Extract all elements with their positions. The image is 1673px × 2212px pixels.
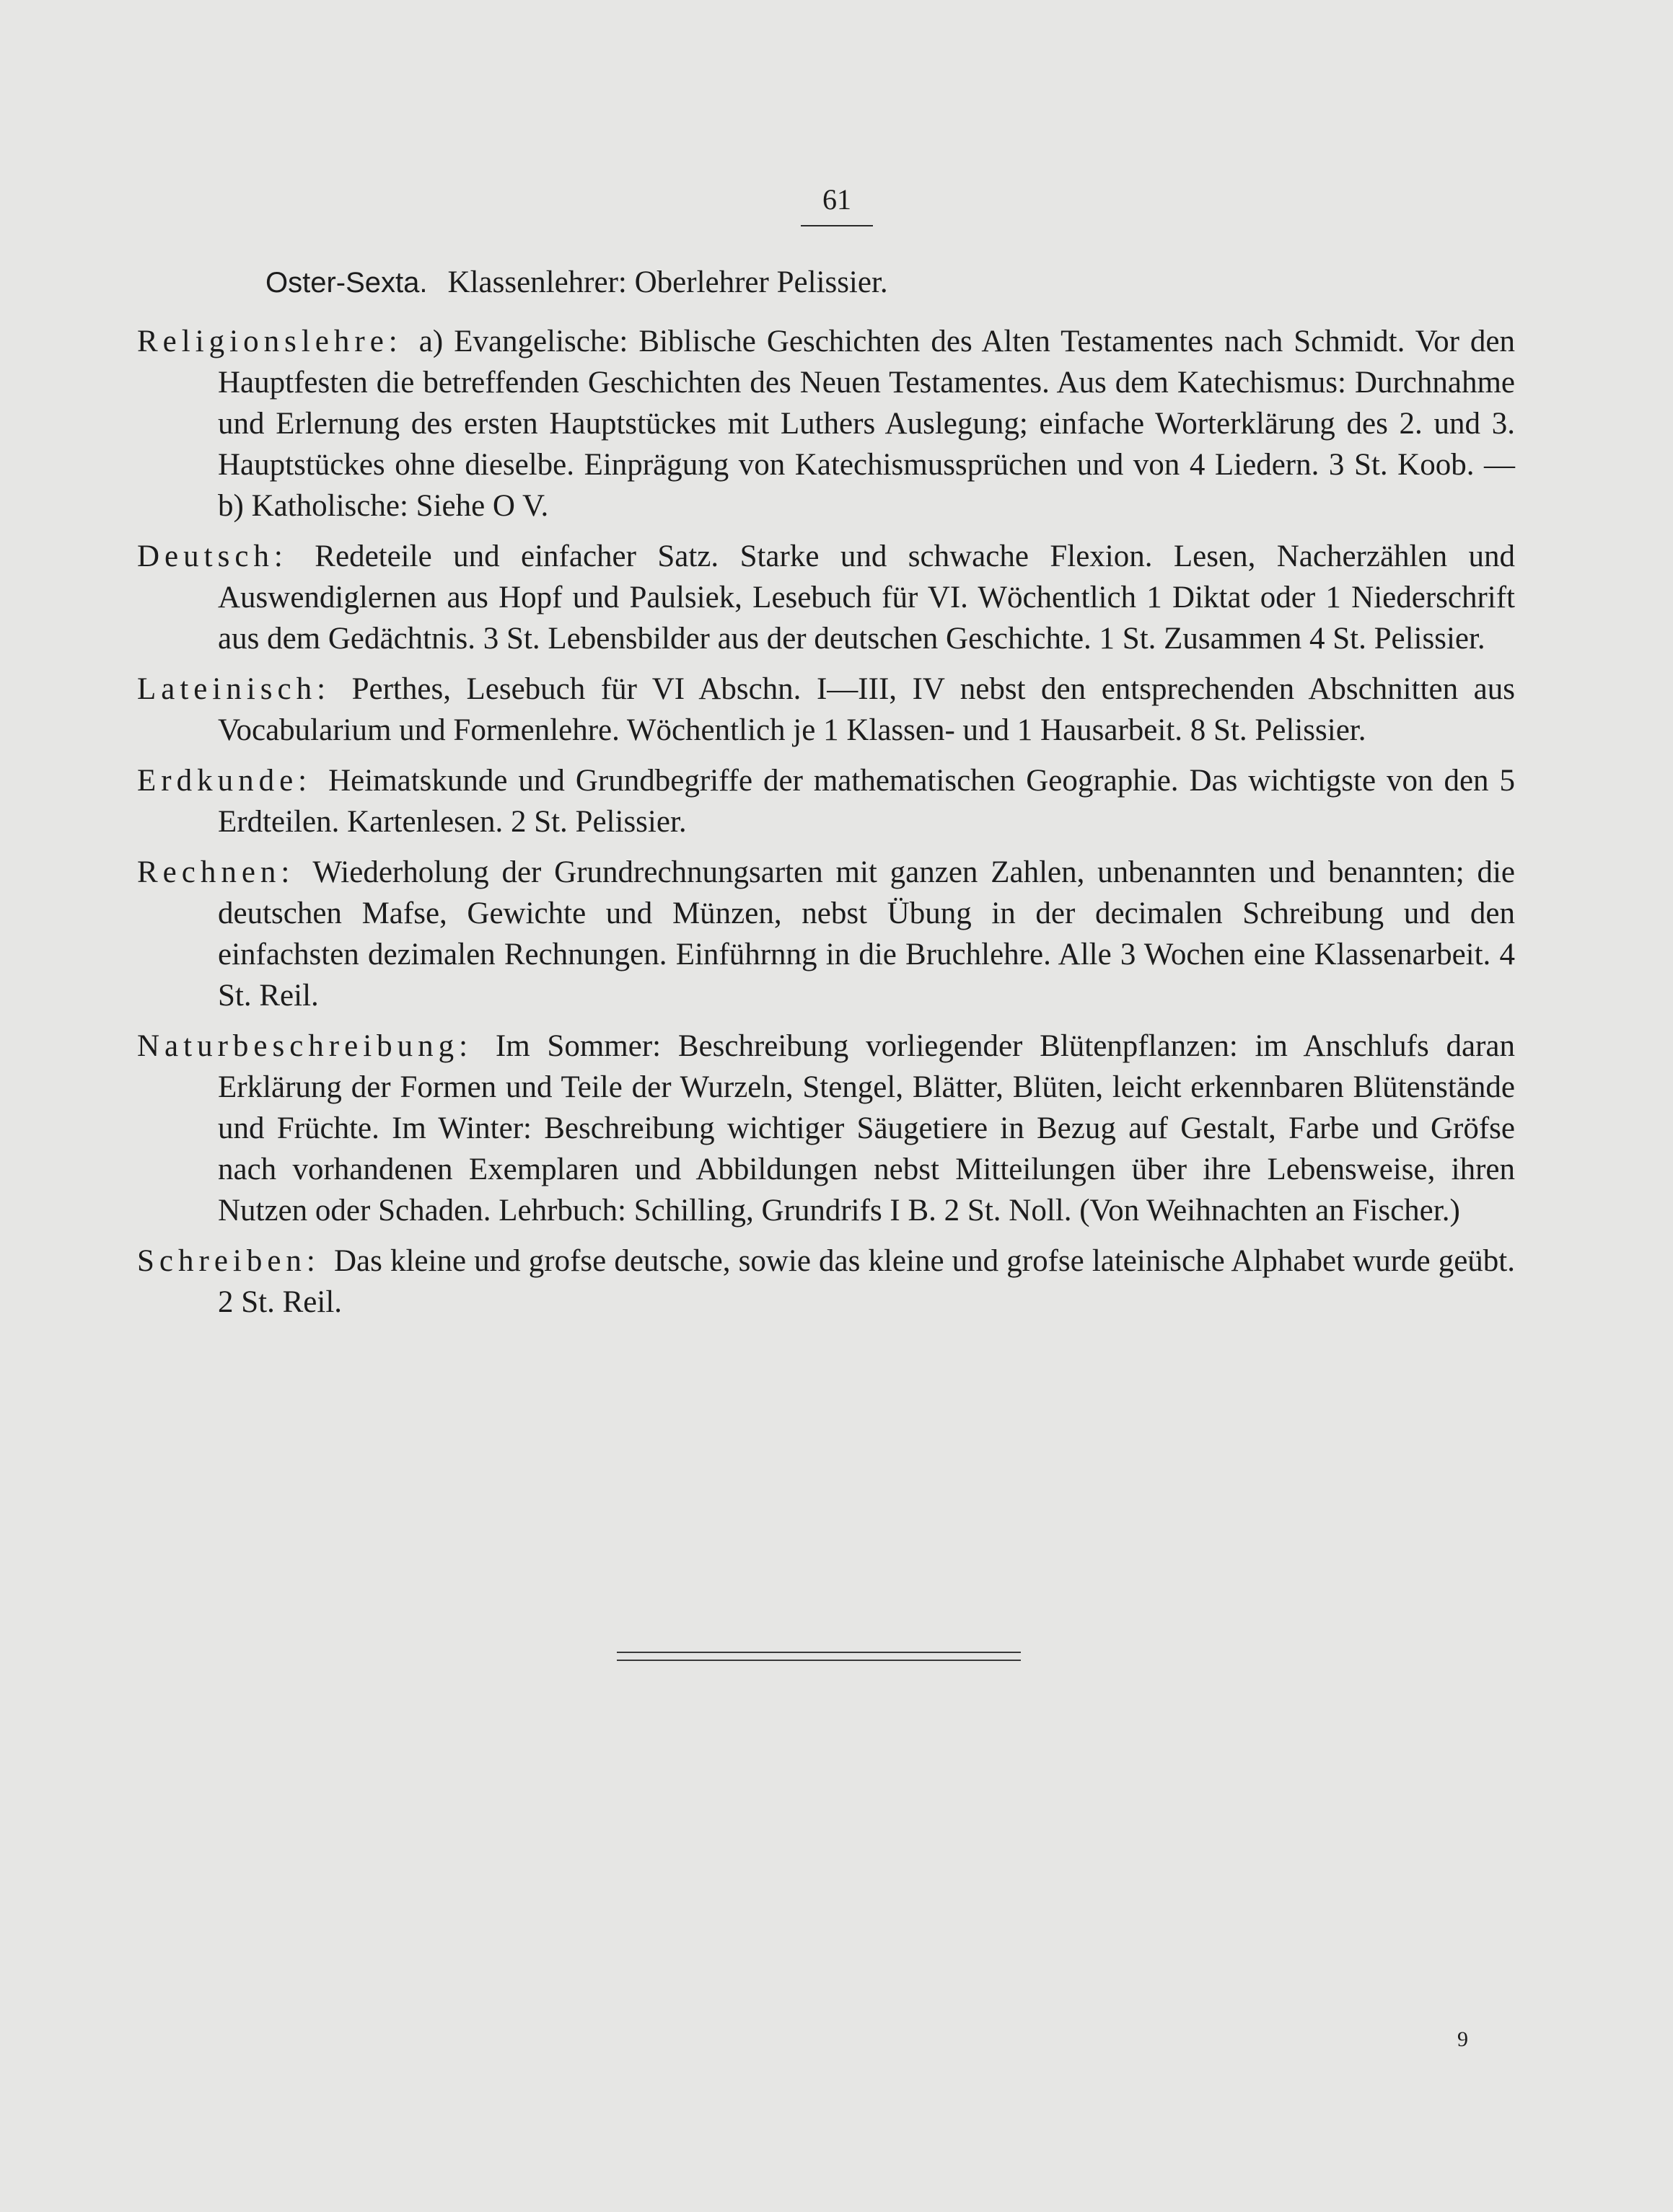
class-name: Oster-Sexta. — [265, 267, 428, 299]
subject-text: Das kleine und grofse deutsche, sowie das kleine und grofse lateinische Alphabet wurde geübt. 2 St. Reil. — [218, 1244, 1515, 1319]
subject-text: Redeteile und einfacher Satz. Starke und schwache Flexion. Lesen, Nacherzählen und Auswendiglernen aus Hopf und Paulsiek, Lesebuch für VI. Wöchentlich 1 Diktat oder 1 Niederschrift aus dem Gedächtnis. 3 St. Lebensbilder aus der deutschen Geschichte. 1 St. Zusammen 4 St. Pelissier. — [218, 539, 1516, 656]
subject-name: Rechnen: — [137, 855, 295, 889]
page-number: 61 — [822, 183, 851, 216]
subject-name: Schreiben: — [137, 1244, 320, 1278]
class-teacher: Klassenlehrer: Oberlehrer Pelissier. — [447, 265, 888, 299]
subject-name: Deutsch: — [137, 539, 288, 573]
subject-paragraph — [137, 760, 1515, 842]
subject-text: Wiederholung der Grundrechnungsarten mit ganzen Zahlen, unbenannten und benannten; die deutschen Mafse, Gewichte und Münzen, nebst Übung in der decimalen Schreibung und den einfachsten dezimalen Rechnungen. Einführnng in die Bruchlehre. Alle 3 Wochen eine Klassenarbeit. 4 St. Reil. — [218, 855, 1515, 1013]
signature-mark: 9 — [1457, 2027, 1468, 2051]
closing-double-rule — [617, 1652, 1021, 1661]
class-heading — [265, 261, 888, 304]
subject-text: Im Sommer: Beschreibung vorliegender Blütenpflanzen: im Anschlufs daran Erklärung der Formen und Teile der Wurzeln, Stengel, Blätter, Blüten, leicht erkennbaren Blütenstände und Früchte. Im Winter: Beschreibung wichtiger Säugetiere in Bezug auf Gestalt, Farbe und Gröfse nach vorhandenen Exemplaren und Abbildungen nebst Mitteilungen über ihre Lebensweise, ihren Nutzen oder Schaden. Lehrbuch: Schilling, Grundrifs I B. 2 St. Noll. (Von Weihnachten an Fischer.) — [218, 1029, 1515, 1228]
subject-paragraph — [137, 321, 1515, 526]
page-number-rule — [801, 225, 873, 226]
subject-name: Lateinisch: — [137, 672, 331, 706]
subject-text: a) Evangelische: Biblische Geschichten des Alten Testamentes nach Schmidt. Vor den Hauptfesten die betreffenden Geschichten des Neuen Testamentes. Aus dem Katechismus: Durchnahme und Erlernung des ersten Hauptstückes mit Luthers Auslegung; einfache Worterklärung des 2. und 3. Hauptstückes ohne dieselbe. Einprägung von Katechismussprüchen und von 4 Liedern. 3 St. Koob. — b) Katholische: Siehe O V. — [218, 325, 1516, 523]
subject-name: Naturbeschreibung: — [137, 1029, 473, 1063]
subject-paragraph — [137, 669, 1515, 751]
subject-paragraph — [137, 1241, 1515, 1323]
subject-list — [137, 321, 1515, 1332]
subject-text: Heimatskunde und Grundbegriffe der mathematischen Geographie. Das wichtigste von den 5 Erdteilen. Kartenlesen. 2 St. Pelissier. — [218, 764, 1515, 839]
subject-paragraph — [137, 852, 1515, 1016]
subject-name: Religionslehre: — [137, 325, 403, 358]
subject-paragraph — [137, 536, 1515, 659]
subject-text: Perthes, Lesebuch für VI Abschn. I—III, IV nebst den entsprechenden Abschnitten aus Vocabularium und Formenlehre. Wöchentlich je 1 Klassen- und 1 Hausarbeit. 8 St. Pelissier. — [218, 672, 1515, 747]
subject-paragraph — [137, 1026, 1515, 1231]
subject-name: Erdkunde: — [137, 764, 312, 798]
